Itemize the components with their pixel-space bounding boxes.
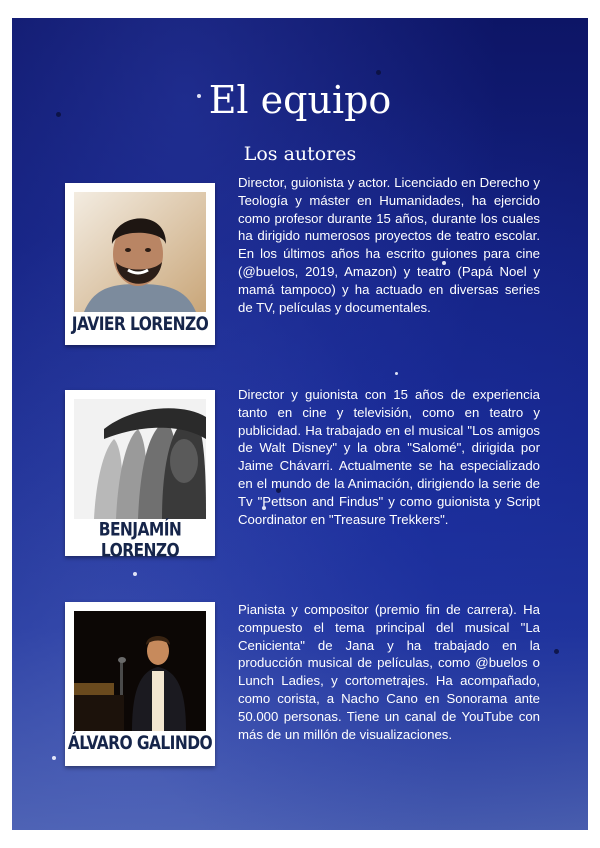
author-name: JAVIER LORENZO	[71, 313, 209, 335]
author-name: BENJAMÍN LORENZO	[98, 518, 182, 562]
page-title: El equipo	[208, 78, 392, 122]
page-subtitle: Los autores	[243, 143, 357, 165]
author-photo	[74, 611, 206, 731]
author-photo	[74, 192, 206, 312]
author-card	[65, 183, 215, 345]
author-card	[65, 602, 215, 766]
star-decoration	[395, 372, 398, 375]
author-bio: Director y guionista con 15 años de experiencia tanto en cine y televisión, como en teatro y publicidad. Ha trabajado en el musical "Los amigos de Walt Disney" y la obra "Salomé", dirigida por Jaime Chávarri. Actualmente se ha especializado en el mundo de la Animación, dirigiendo la serie de Tv "Pettson and Findus" y como guionista y Script Coordinator en "Treasure Trekkers".	[238, 387, 540, 527]
star-decoration	[52, 756, 56, 760]
starry-background-panel	[12, 18, 588, 830]
author-bio: Director, guionista y actor. Licenciado en Derecho y Teología y máster en Humanidades, ha ejercido como profesor durante 15 años, durante los cuales ha dirigido numerosos proyectos de teatro escolar. En los últimos años ha escrito guiones para cine (@buelos, 2019, Amazon) y teatro (Papá Noel y mamá tampoco) y ha actuado en diversas series de TV, películas y documentales.	[238, 175, 540, 315]
author-photo	[74, 399, 206, 519]
dark-speck-decoration	[376, 70, 381, 75]
star-decoration	[133, 572, 137, 576]
author-name: ÁLVARO GALINDO	[67, 732, 213, 754]
dark-speck-decoration	[554, 649, 559, 654]
author-card	[65, 390, 215, 562]
author-bio: Pianista y compositor (premio fin de carrera). Ha compuesto el tema principal del musical "La Cenicienta" de Jana y ha trabajado en la producción musical de películas, como @buelos o Lunch Ladies, y cortometrajes. Ha acompañado, como corista, a Nacho Cano en Sonorama ante 50.000 personas. Tiene un canal de YouTube con más de un millón de visualizaciones.	[238, 602, 540, 742]
